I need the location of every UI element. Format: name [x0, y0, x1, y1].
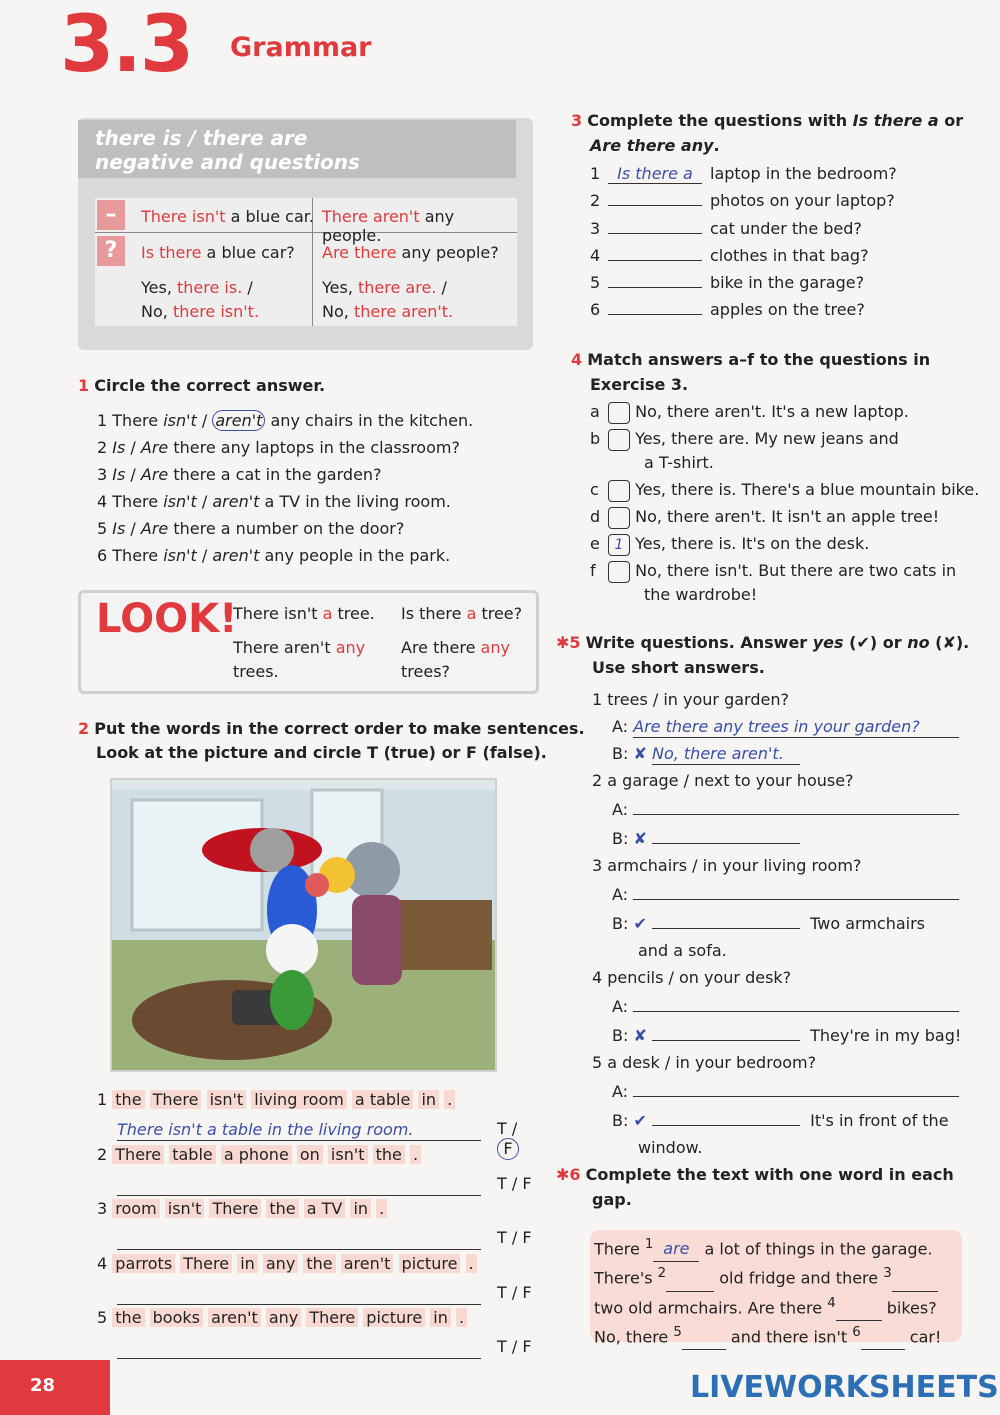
word-tile: . [466, 1254, 477, 1273]
unit-number: 3.3 [60, 0, 193, 90]
answer-b-line[interactable] [652, 1020, 800, 1041]
word-tile: a phone [221, 1145, 292, 1164]
answer-a-line[interactable] [633, 794, 959, 815]
neg-singular: There isn't a blue car. [141, 207, 314, 226]
mark-icon: ✔ [633, 1111, 647, 1130]
word-tile: isn't [207, 1090, 247, 1109]
answer-box[interactable] [608, 429, 630, 451]
word-tile: in [430, 1308, 451, 1327]
ex5-item: 3 armchairs / in your living room? A: B: ✔ Two armchairs and a sofa. [592, 852, 972, 964]
ex1-list [97, 407, 473, 569]
answer-gap[interactable] [608, 287, 702, 288]
ex3-list [590, 164, 897, 328]
word-tile: room [112, 1199, 159, 1218]
ex3-item: 4 clothes in that bag? [590, 245, 869, 265]
brand-logo: LIVEWORKSHEETS [690, 1370, 999, 1405]
ex2-item: 3 room isn't There the a TV in . T / F [97, 1199, 537, 1254]
word-tile: parrots [112, 1254, 175, 1273]
word-tile: There [112, 1145, 164, 1164]
option-2[interactable]: aren't [212, 492, 260, 511]
question-plural: Are there any people? [322, 243, 499, 262]
word-tile: picture [363, 1308, 425, 1327]
neg-plural: There aren't any people. [322, 207, 455, 245]
answer-box[interactable] [608, 480, 630, 502]
ex2-item: 5 the books aren't any There picture in . T / F [97, 1308, 537, 1363]
answer-gap[interactable] [608, 314, 702, 315]
ex2-item: 4 parrots There in any the aren't picture . T / F [97, 1254, 537, 1309]
grammar-heading-line2: negative and questions [95, 150, 360, 174]
answer-gap[interactable] [608, 205, 702, 206]
word-tile: . [376, 1199, 387, 1218]
ex6-text: There $^1$ are a lot of things in the garage. There's $^2$ old fridge and there $^3$ two old armchairs. Are there $^4$ bikes? No, there $^5$ and there isn't $^6$ car! [594, 1233, 964, 1350]
option-1[interactable]: isn't [163, 492, 197, 511]
word-tile: in [418, 1090, 439, 1109]
true-false: T / F [497, 1337, 532, 1356]
look-neg-plural: There aren't any trees. [233, 638, 366, 681]
grammar-table [95, 198, 517, 326]
word-tile: any [263, 1254, 298, 1273]
answer-line[interactable]: There isn't a table in the living room. [117, 1120, 481, 1141]
answer-box[interactable] [608, 507, 630, 529]
ex6-gap-2[interactable] [666, 1267, 714, 1292]
ex4-list [590, 400, 979, 610]
answer-b-line[interactable] [652, 908, 800, 929]
ex6-gap-5[interactable] [682, 1325, 726, 1350]
word-tile: There [209, 1199, 261, 1218]
ex4-item: e 1 Yes, there is. It's on the desk. [590, 532, 979, 556]
ex3-item: 2 photos on your laptop? [590, 191, 895, 211]
ex1-item: 1 There isn't / aren't any chairs in the kitchen. [97, 411, 474, 430]
ex3-item: 6 apples on the tree? [590, 300, 865, 320]
look-q-plural: Are there any trees? [401, 638, 510, 681]
ex1-item: 3 Is / Are there a cat in the garden? [97, 465, 382, 484]
ex4-item: f No, there isn't. But there are two cats in the wardrobe! [590, 561, 957, 604]
circled-f[interactable]: F [497, 1138, 519, 1160]
question-sign-icon: ? [97, 236, 125, 266]
section-title: Grammar [230, 32, 372, 63]
option-1[interactable]: Is [112, 519, 126, 538]
ex1-item: 6 There isn't / aren't any people in the park. [97, 546, 451, 565]
option-2[interactable]: Are [140, 438, 169, 457]
answer-b-line[interactable] [652, 1105, 800, 1126]
option-1[interactable]: Is [112, 438, 126, 457]
mark-icon: ✘ [633, 829, 647, 848]
word-tile: any [266, 1308, 301, 1327]
ex2-heading: 2 Put the words in the correct order to make sentences. Look at the picture and circle T (true) or F (false). [78, 719, 585, 762]
word-tile: . [444, 1090, 455, 1109]
ex1-item: 2 Is / Are there any laptops in the classroom? [97, 438, 460, 457]
word-tile: the [266, 1199, 298, 1218]
answer-line[interactable] [117, 1284, 481, 1305]
option-2[interactable]: Are [140, 465, 169, 484]
cartoon-picture [110, 778, 497, 1072]
ex5-heading: ✱5 Write questions. Answer yes (✔) or no (✘). Use short answers. [556, 633, 970, 677]
ex6-gap-4[interactable] [836, 1296, 882, 1321]
option-2[interactable]: Are [140, 519, 169, 538]
ex4-item: d No, there aren't. It isn't an apple tree! [590, 505, 979, 529]
true-false: T / F [497, 1282, 532, 1302]
ex2-list [97, 1090, 537, 1363]
mark-icon: ✘ [633, 1026, 647, 1045]
answer-box[interactable] [608, 561, 630, 583]
answer-a-line[interactable] [633, 1076, 959, 1097]
word-tile: a TV [304, 1199, 346, 1218]
word-tile: books [150, 1308, 203, 1327]
option-1[interactable]: isn't [163, 546, 197, 565]
word-tile: . [456, 1308, 467, 1327]
word-tile: There [180, 1254, 232, 1273]
ex4-heading: 4 Match answers a–f to the questions in Exercise 3. [571, 350, 931, 394]
ex4-item: c Yes, there is. There's a blue mountain bike. [590, 478, 979, 502]
look-word: LOOK! [96, 596, 238, 642]
answer-line[interactable] [117, 1338, 481, 1359]
option-2[interactable]: aren't [212, 410, 265, 431]
word-tile: aren't [341, 1254, 394, 1273]
word-tile: picture [399, 1254, 461, 1273]
word-tile: table [169, 1145, 216, 1164]
ex5-item: 1 trees / in your garden? A: Are there any trees in your garden? B: ✘ No, there aren't. [592, 686, 972, 767]
answer-box[interactable]: 1 [608, 534, 630, 556]
word-tile: aren't [208, 1308, 261, 1327]
negative-sign-icon: – [97, 200, 125, 230]
answer-line[interactable] [117, 1229, 481, 1250]
answer-b-line[interactable] [652, 823, 800, 844]
ex5-list [592, 686, 972, 1161]
true-false: T /F [497, 1119, 518, 1158]
ex6-gap-3[interactable] [892, 1267, 938, 1292]
ex1-item: 5 Is / Are there a number on the door? [97, 519, 405, 538]
ex6-gap-1[interactable]: are [653, 1237, 699, 1262]
answer-gap[interactable] [608, 233, 702, 234]
ex6-gap-6[interactable] [861, 1325, 905, 1350]
word-tile: in [237, 1254, 258, 1273]
ex3-item: 1 Is there a laptop in the bedroom? [590, 164, 897, 183]
ex1-heading: 1 Circle the correct answer. [78, 376, 326, 395]
word-tile: the [373, 1145, 405, 1164]
look-q-sing: Is there a tree? [401, 604, 523, 623]
ex1-item: 4 There isn't / aren't a TV in the living room. [97, 492, 451, 511]
word-tile: There [150, 1090, 202, 1109]
answer-b-line[interactable]: No, there aren't. [652, 744, 800, 765]
ex4-item: b Yes, there are. My new jeans and a T-shirt. [590, 429, 899, 472]
option-2[interactable]: aren't [212, 546, 260, 565]
short-answer-plural: Yes, there are. / No, there aren't. [322, 278, 454, 321]
answer-a-line[interactable]: Are there any trees in your garden? [633, 717, 959, 738]
ex3-heading: 3 Complete the questions with Is there a or Are there any. [571, 111, 964, 155]
word-tile: the [112, 1090, 144, 1109]
ex5-item: 5 a desk / in your bedroom? A: B: ✔ It's in front of the window. [592, 1049, 972, 1161]
word-tile: living room [251, 1090, 347, 1109]
ex5-item: 4 pencils / on your desk? A: B: ✘ They're in my bag! [592, 968, 962, 1045]
true-false: T / F [497, 1228, 532, 1247]
cartoon-illustration [112, 780, 495, 1070]
word-tile: on [297, 1145, 323, 1164]
word-tile: isn't [165, 1199, 205, 1218]
short-answer-singular: Yes, there is. / No, there isn't. [141, 278, 260, 321]
ex2-item: 2 There table a phone on isn't the . T / F [97, 1145, 537, 1200]
page-number: 28 [30, 1375, 56, 1396]
look-neg-sing: There isn't a tree. [233, 604, 375, 623]
ex5-item: 2 a garage / next to your house? A: B: ✘ [592, 767, 972, 852]
word-tile: isn't [328, 1145, 368, 1164]
ex3-item: 5 bike in the garage? [590, 273, 865, 293]
ex4-item: a No, there aren't. It's a new laptop. [590, 400, 979, 424]
mark-icon: ✔ [633, 914, 647, 933]
word-tile: the [303, 1254, 335, 1273]
ex6-heading: ✱6 Complete the text with one word in each gap. [556, 1165, 954, 1209]
answer-gap[interactable] [608, 260, 702, 261]
answer-a-line[interactable] [633, 991, 959, 1012]
true-false: T / F [497, 1173, 532, 1193]
grammar-heading-line1: there is / there are [95, 126, 308, 150]
ex2-item: 1 the There isn't living room a table in . There isn't a table in the living room. T /F [97, 1090, 537, 1145]
word-tile: There [306, 1308, 358, 1327]
answer-a-line[interactable] [633, 879, 959, 900]
answer-gap[interactable]: Is there a [608, 164, 702, 184]
word-tile: the [112, 1308, 144, 1327]
answer-box[interactable] [608, 402, 630, 424]
word-tile: in [350, 1199, 371, 1218]
mark-icon: ✘ [633, 744, 647, 763]
question-singular: Is there a blue car? [141, 243, 295, 262]
word-tile: . [410, 1145, 421, 1164]
option-1[interactable]: Is [112, 465, 126, 484]
ex3-item: 3 cat under the bed? [590, 218, 862, 238]
option-1[interactable]: isn't [163, 411, 197, 430]
word-tile: a table [352, 1090, 413, 1109]
answer-line[interactable] [117, 1175, 481, 1196]
